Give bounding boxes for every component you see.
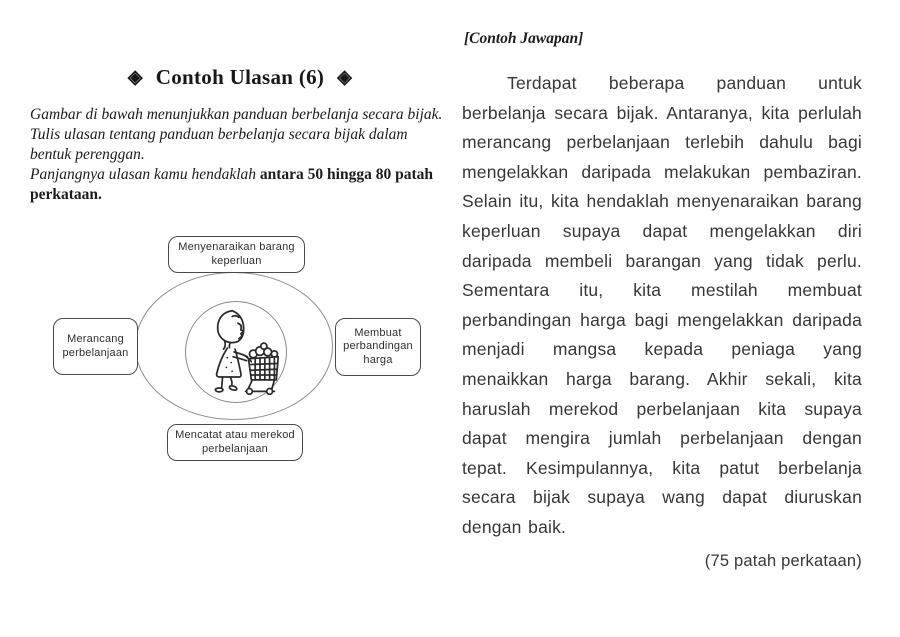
instruction-line bbox=[30, 165, 444, 205]
diamond-icon: ◈ bbox=[127, 67, 143, 88]
instruction-text: Panjangnya ulasan kamu hendaklah bbox=[30, 166, 260, 183]
answer-header: [Contoh Jawapan] bbox=[464, 30, 584, 47]
shopping-guide-diagram bbox=[30, 236, 450, 492]
instruction-text: Gambar di bawah menunjukkan panduan berbelanja secara bijak. bbox=[30, 106, 443, 123]
instruction-tail-text: . bbox=[98, 186, 102, 203]
diagram-center-circle bbox=[185, 301, 287, 403]
instruction-text: Tulis ulasan tentang panduan berbelanja secara bijak dalam bentuk perenggan. bbox=[30, 126, 408, 163]
instruction-line bbox=[30, 125, 444, 165]
diagram-box-record-spending bbox=[167, 424, 303, 461]
diagram-box-label: Merancang perbelanjaan bbox=[62, 333, 129, 359]
instruction-line bbox=[30, 105, 444, 125]
woman-pushing-shopping-cart-illustration bbox=[188, 304, 284, 400]
diagram-box-label: Menyenaraikan barang keperluan bbox=[178, 241, 295, 267]
instruction-bold-text: antara 50 hingga 80 patah perkataan bbox=[30, 166, 434, 203]
answer-section bbox=[462, 30, 862, 571]
diagram-box-label: Membuat perbandingan harga bbox=[343, 326, 413, 366]
instructions bbox=[30, 105, 444, 205]
diamond-icon: ◈ bbox=[337, 67, 353, 88]
word-count: (75 patah perkataan) bbox=[704, 551, 862, 570]
page-title bbox=[30, 64, 450, 92]
diagram-box-label: Mencatat atau merekod perbelanjaan bbox=[175, 429, 295, 455]
page-title-text: Contoh Ulasan (6) bbox=[155, 65, 325, 89]
question-section bbox=[30, 64, 450, 455]
diagram-box-compare-prices bbox=[335, 318, 421, 376]
answer-paragraph: Terdapat beberapa panduan untuk berbelanja secara bijak. Antaranya, kita perlulah merancang perbelanjaan terlebih dahulu bagi mengelakkan daripada melakukan pembaziran. Selain itu, kita hendaklah menyenaraikan barang keperluan supaya dapat mengelakkan diri daripada membeli barangan yang tidak perlu. Sementara itu, kita mestilah membuat perbandingan harga bagi mengelakkan daripada menjadi mangsa kepada peniaga yang menaikkan harga barang. Akhir sekali, kita haruslah merekod perbelanjaan kita supaya dapat mengira jumlah perbelanjaan dengan tepat. Kesimpulannya, kita patut berbelanja secara bijak supaya wang dapat diuruskan dengan baik. bbox=[462, 73, 862, 537]
diagram-box-plan-spending bbox=[53, 318, 138, 375]
diagram-box-list-items bbox=[168, 236, 305, 273]
